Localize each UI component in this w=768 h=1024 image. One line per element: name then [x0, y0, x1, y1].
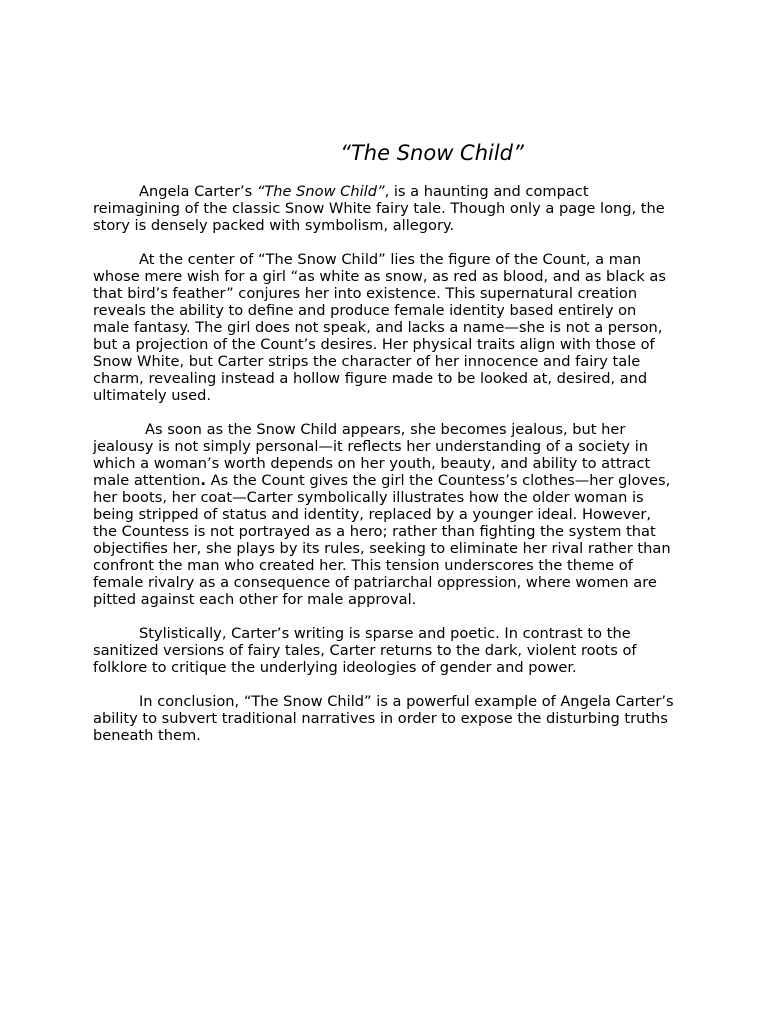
paragraph-introduction [93, 183, 677, 234]
paragraph-conclusion: In conclusion, “The Snow Child” is a powerful example of Angela Carter’s ability to subvert traditional narratives in order to expose the disturbing truths beneath them. [93, 693, 674, 744]
document-body [93, 183, 677, 744]
paragraph-jealousy [93, 421, 677, 608]
document-title: “The Snow Child” [340, 141, 524, 165]
paragraph-1-intro: Angela Carter’s [139, 183, 257, 200]
story-title-italic: “The Snow Child” [256, 183, 385, 200]
paragraph-style: Stylistically, Carter’s writing is sparse and poetic. In contrast to the sanitized versions of fairy tales, Carter returns to the dark, violent roots of folklore to critique the underlying ideologies of gender and power. [93, 625, 637, 676]
paragraph-3-before: As soon as the Snow Child appears, she becomes jealous, but her jealousy is not simply personal—it reflects her understanding of a society in which a woman’s worth depends on her youth, beauty, and ability to attract male attention [93, 421, 651, 489]
paragraph-3-bold-period: . [200, 472, 206, 489]
paragraph-3-after: As the Count gives the girl the Countess’s clothes—her gloves, her boots, her coat—Carter symbolically illustrates how the older woman is being stripped of status and identity, replaced by a younger ideal. However, the Countess is not portrayed as a hero; rather than fighting the system that objectifies her, she plays by its rules, seeking to eliminate her rival rather than confront the man who created her. This tension underscores the theme of female rivalry as a consequence of patriarchal oppression, where women are pitted against each other for male approval. [93, 472, 671, 608]
paragraph-count: At the center of “The Snow Child” lies the figure of the Count, a man whose mere wish for a girl “as white as snow, as red as blood, and as black as that bird’s feather” conjures her into existence. This supernatural creation reveals the ability to define and produce female identity based entirely on male fantasy. The girl does not speak, and lacks a name—she is not a person, but a projection of the Count’s desires. Her physical traits align with those of Snow White, but Carter strips the character of her innocence and fairy tale charm, revealing instead a hollow figure made to be looked at, desired, and ultimately used. [93, 251, 666, 404]
paragraph-1-rest: , is a haunting and compact reimagining of the classic Snow White fairy tale. Though only a page long, the story is densely packed with symbolism, allegory. [93, 183, 665, 234]
